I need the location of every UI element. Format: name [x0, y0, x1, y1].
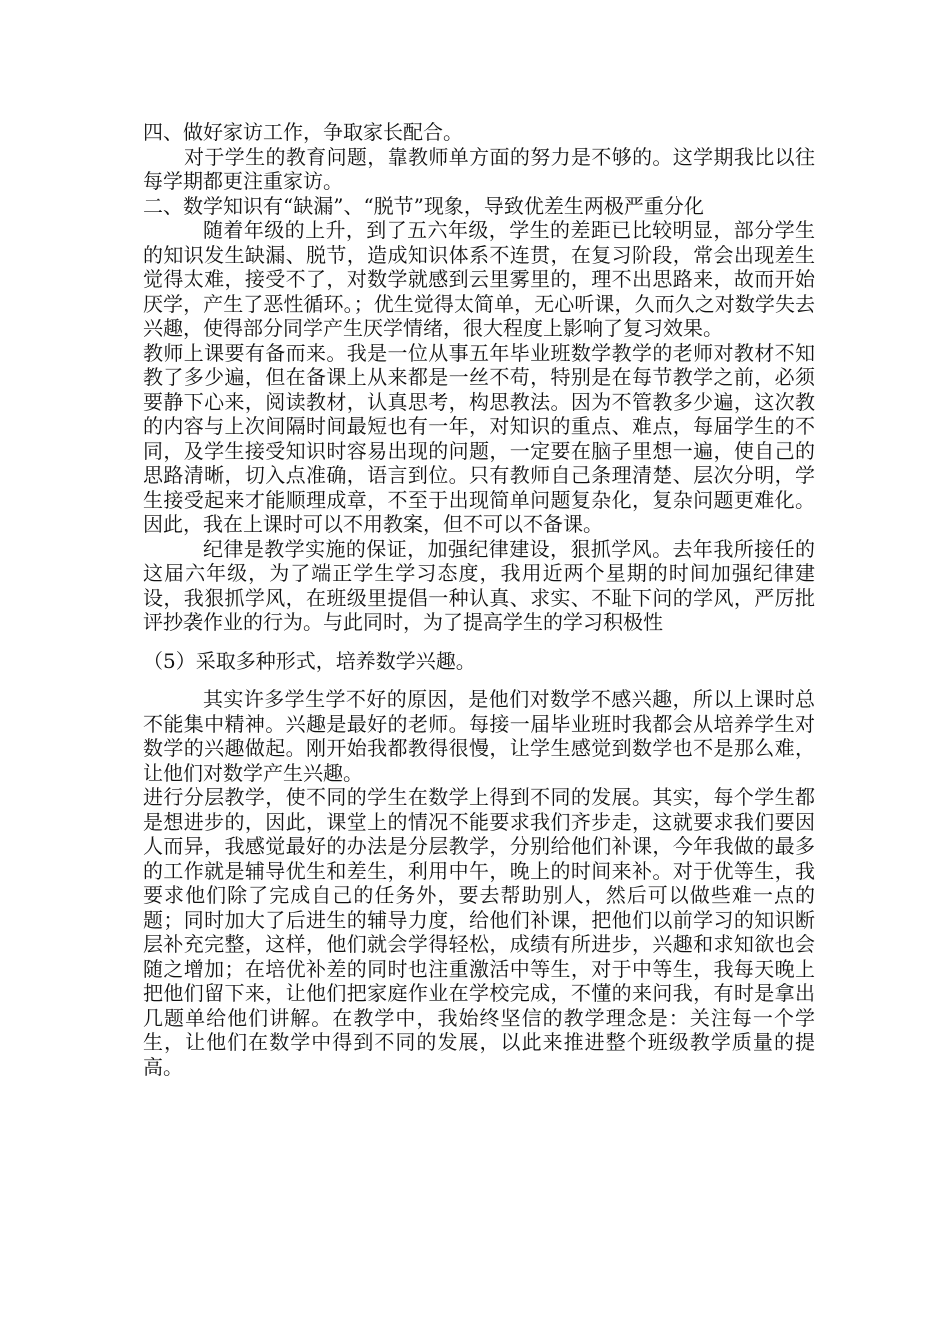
section-heading-interest: （5）采取多种形式，培养数学兴趣。: [143, 648, 476, 673]
paragraph-knowledge-gaps: 随着年级的上升，到了五六年级，学生的差距已比较明显，部分学生的知识发生缺漏、脱节，造成知识体系不连贯，在复习阶段，常会出现差生觉得太难，接受不了，对数学就感到云里雾里的，理不出思路来，故而开始厌学，产生了恶性循环。；优生觉得太简单，无心听课，久而久之对数学失去兴趣，使得部分同学产生厌学情绪，很大程度上影响了复习效果。: [143, 218, 815, 340]
paragraph-lesson-preparation: 教师上课要有备而来。我是一位从事五年毕业班数学教学的老师对教材不知教了多少遍，但在备课上从来都是一丝不苟，特别是在每节教学之前，必须要静下心来，阅读教材，认真思考，构思教法。因为不管教多少遍，这次教的内容与上次间隔时间最短也有一年，对知识的重点、难点，每届学生的不同，及学生接受知识时容易出现的问题，一定要在脑子里想一遍，使自己的思路清晰，切入点准确，语言到位。只有教师自己条理清楚、层次分明，学生接受起来才能顺理成章，不至于出现简单问题复杂化，复杂问题更难化。因此，我在上课时可以不用教案，但不可以不备课。: [143, 340, 815, 536]
paragraph-home-visits: 对于学生的教育问题，靠教师单方面的努力是不够的。这学期我比以往每学期都更注重家访。: [143, 144, 815, 193]
section-heading-knowledge-gaps: 二、数学知识有“缺漏”、“脱节”现象，导致优差生两极严重分化: [143, 193, 704, 218]
paragraph-interest: 其实许多学生学不好的原因，是他们对数学不感兴趣，所以上课时总不能集中精神。兴趣是最好的老师。每接一届毕业班时我都会从培养学生对数学的兴趣做起。刚开始我都教得很慢，让学生感觉到数学也不是那么难，让他们对数学产生兴趣。: [143, 687, 815, 785]
paragraph-discipline: 纪律是教学实施的保证，加强纪律建设，狠抓学风。去年我所接任的这届六年级，为了端正学生学习态度，我用近两个星期的时间加强纪律建设，我狠抓学风，在班级里提倡一种认真、求实、不耻下问的学风，严厉批评抄袭作业的行为。与此同时，为了提高学生的学习积极性: [143, 536, 815, 634]
section-heading-home-visits: 四、做好家访工作，争取家长配合。: [143, 120, 463, 144]
document-page: [143, 120, 815, 1079]
paragraph-layered-teaching: 进行分层教学，使不同的学生在数学上得到不同的发展。其实，每个学生都是想进步的，因此，课堂上的情况不能要求我们齐步走，这就要求我们要因人而异，我感觉最好的办法是分层教学，分别给他们补课，今年我做的最多的工作就是辅导优生和差生，利用中午，晚上的时间来补。对于优等生，我要求他们除了完成自己的任务外，要去帮助别人，然后可以做些难一点的题；同时加大了后进生的辅导力度，给他们补课，把他们以前学习的知识断层补充完整，这样，他们就会学得轻松，成绩有所进步，兴趣和求知欲也会随之增加；在培优补差的同时也注重激活中等生，对于中等生，我每天晚上把他们留下来，让他们把家庭作业在学校完成，不懂的来问我，有时是拿出几题单给他们讲解。在教学中，我始终坚信的教学理念是：关注每一个学生，让他们在数学中得到不同的发展，以此来推进整个班级教学质量的提高。: [143, 785, 815, 1079]
